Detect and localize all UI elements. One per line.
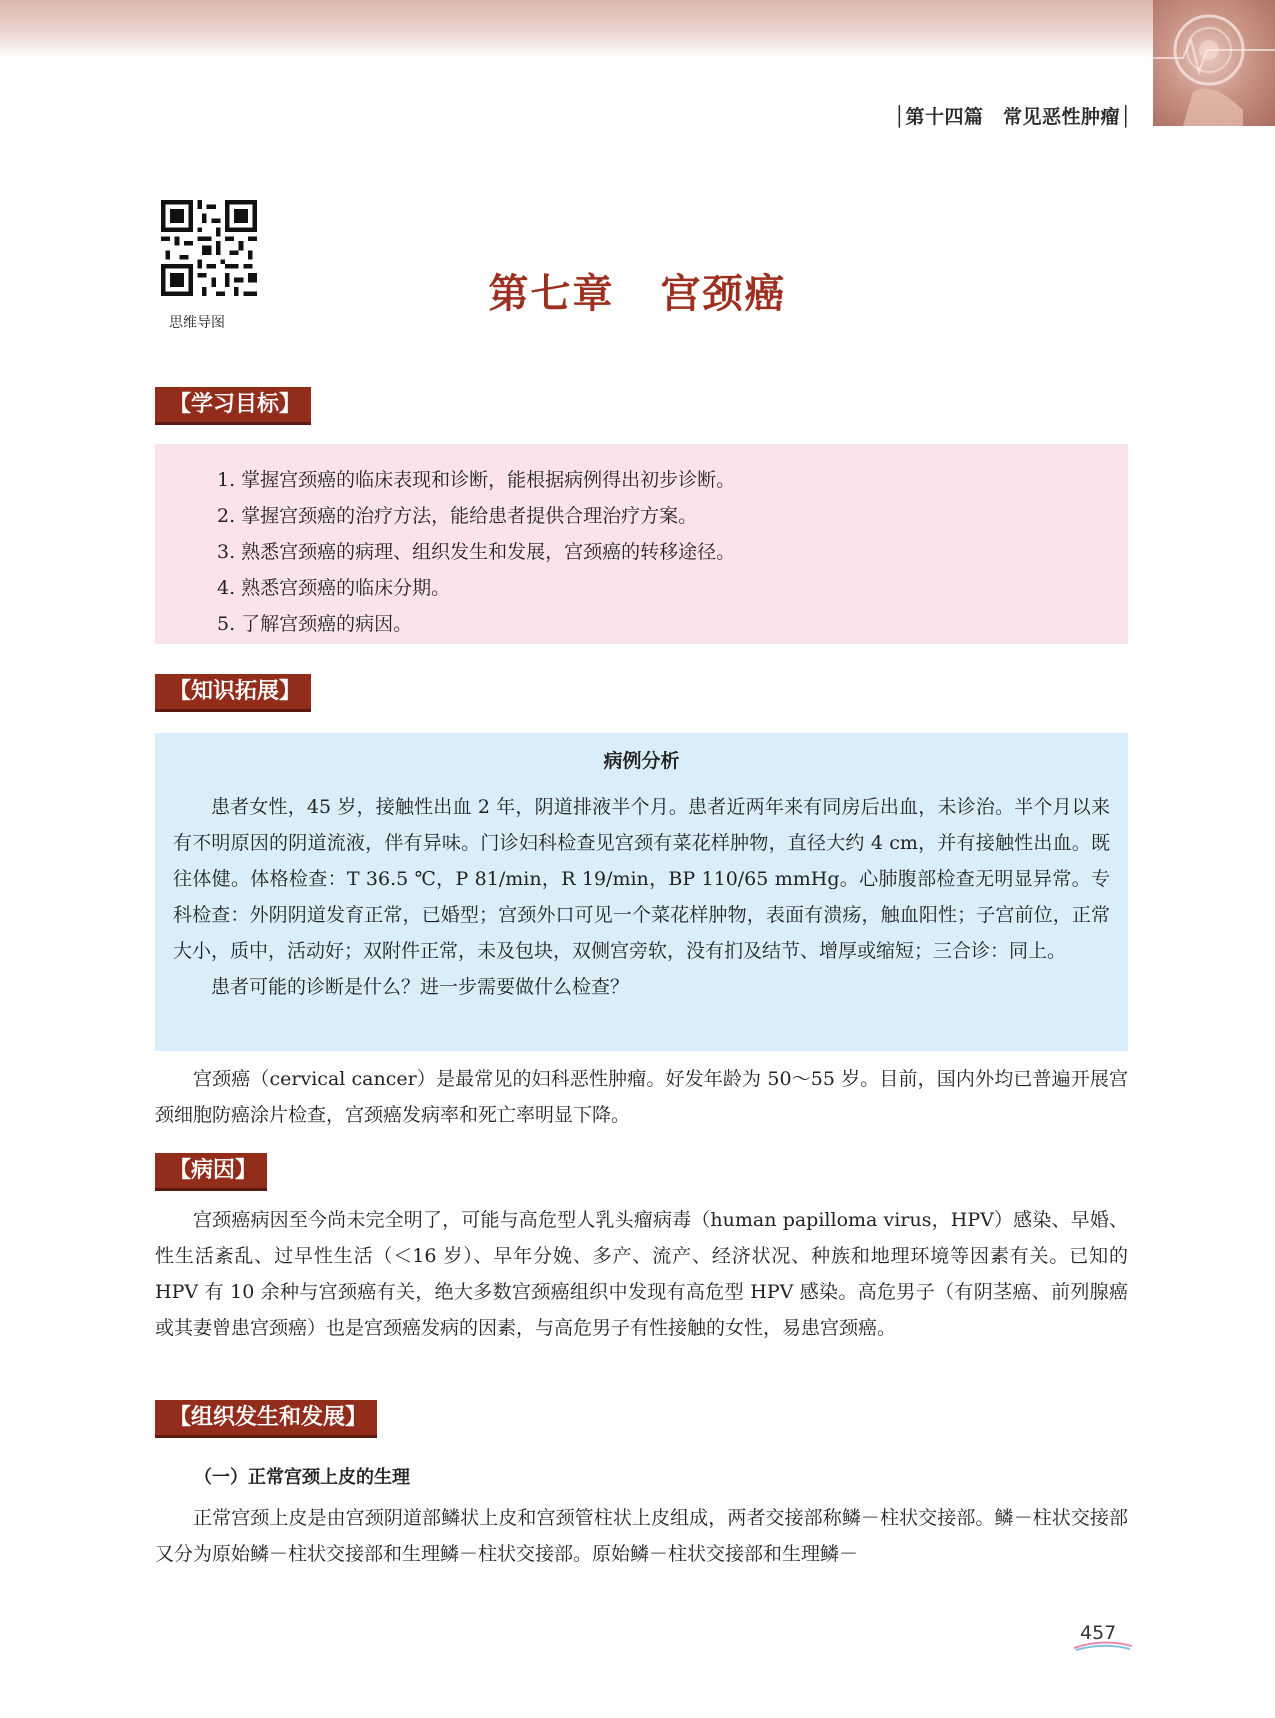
header-band (0, 0, 1275, 58)
page-number: 457 (1080, 1622, 1117, 1644)
stethoscope-icon (1153, 0, 1275, 126)
subsection-text (155, 1500, 1128, 1572)
page-swoosh-icon (1072, 1640, 1134, 1652)
case-question: 患者可能的诊断是什么？进一步需要做什么检查？ (211, 976, 630, 998)
intro-text (155, 1061, 1128, 1133)
section-tag-knowledge: 【知识拓展】 (155, 674, 311, 709)
objectives-box (155, 444, 1128, 644)
chapter-name: 宫颈癌 (660, 271, 787, 317)
objective-item: 2. 掌握宫颈癌的治疗方法，能给患者提供合理治疗方案。 (217, 505, 698, 527)
subsection-title: （一）正常宫颈上皮的生理 (194, 1467, 410, 1488)
intro-paragraph: 宫颈癌（cervical cancer）是最常见的妇科恶性肿瘤。好发年龄为 50～55 岁。目前，国内外均已普遍开展宫颈细胞防癌涂片检查，宫颈癌发病率和死亡率明显下降。 (155, 1068, 1128, 1126)
header-photo (1153, 0, 1275, 126)
objective-item: 1. 掌握宫颈癌的临床表现和诊断，能根据病例得出初步诊断。 (217, 469, 736, 491)
case-analysis-box (155, 733, 1128, 1051)
case-title: 病例分析 (603, 750, 680, 772)
section-tag-objectives: 【学习目标】 (155, 387, 311, 422)
subsection-paragraph: 正常宫颈上皮是由宫颈阴道部鳞状上皮和宫颈管柱状上皮组成，两者交接部称鳞－柱状交接部。鳞－柱状交接部又分为原始鳞－柱状交接部和生理鳞－柱状交接部。原始鳞－柱状交接部和生理鳞－ (155, 1507, 1128, 1565)
section-tag-etiology: 【病因】 (155, 1153, 267, 1188)
qr-caption: 思维导图 (169, 315, 225, 331)
etiology-paragraph: 宫颈癌病因至今尚未完全明了，可能与高危型人乳头瘤病毒（human papilloma virus，HPV）感染、早婚、性生活紊乱、过早性生活（＜16 岁）、早年分娩、多产、流产、经济状况、种族和地理环境等因素有关。已知的 HPV 有 10 余种与宫颈癌有关，绝大多数宫颈癌组织中发现有高危型 HPV 感染。高危男子（有阴茎癌、前列腺癌或其妻曾患宫颈癌）也是宫颈癌发病的因素，与高危男子有性接触的女性，易患宫颈癌。 (155, 1209, 1128, 1339)
running-head: │第十四篇 常见恶性肿瘤│ (893, 106, 1132, 128)
chapter-title (0, 262, 1275, 319)
objective-item: 4. 熟悉宫颈癌的临床分期。 (217, 577, 451, 599)
objective-item: 5. 了解宫颈癌的病因。 (217, 613, 413, 635)
etiology-text (155, 1202, 1128, 1346)
case-paragraph: 患者女性，45 岁，接触性出血 2 年，阴道排液半个月。患者近两年来有同房后出血，未诊治。半个月以来有不明原因的阴道流液，伴有异味。门诊妇科检查见宫颈有菜花样肿物，直径大约 4 cm，并有接触性出血。既往体健。体格检查：T 36.5 ℃，P 81/min，R 19/min，BP 110/65 mmHg。心肺腹部检查无明显异常。专科检查：外阴阴道发育正常，已婚型；宫颈外口可见一个菜花样肿物，表面有溃疡，触血阳性；子宫前位，正常大小，质中，活动好；双附件正常，未及包块，双侧宫旁软，没有扪及结节、增厚或缩短；三合诊：同上。 (173, 796, 1110, 962)
chapter-number: 第七章 (488, 271, 615, 317)
objective-item: 3. 熟悉宫颈癌的病理、组织发生和发展，宫颈癌的转移途径。 (217, 541, 736, 563)
section-tag-histogenesis: 【组织发生和发展】 (155, 1400, 377, 1435)
